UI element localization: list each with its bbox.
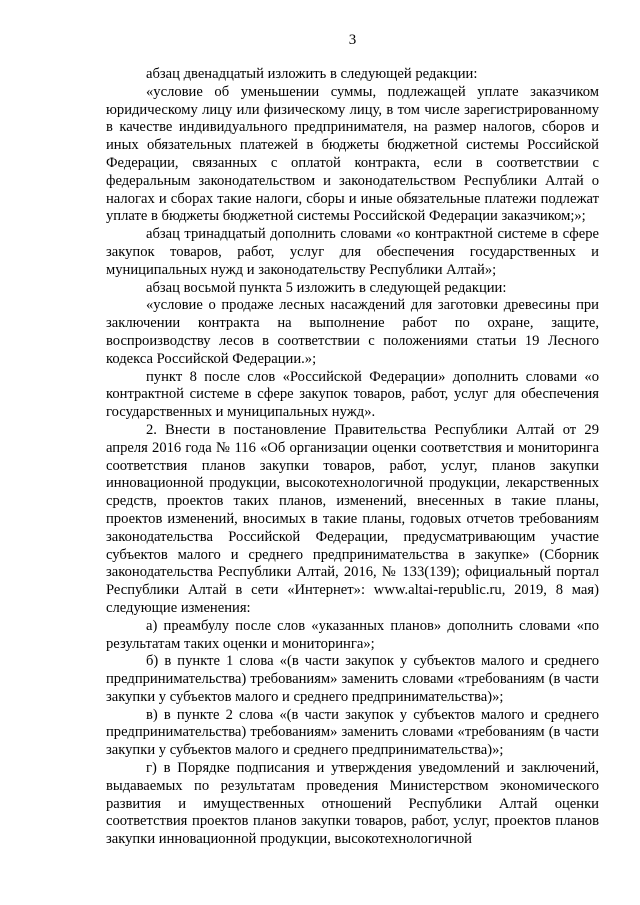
paragraph-item-v: в) в пункте 2 слова «(в части закупок у субъектов малого и среднего предпринимательства) требованиям» заменить словами «требованиям (в части закупки у субъектов малого и среднего предпринимательства)»; bbox=[106, 706, 599, 759]
paragraph-item-12-heading: абзац двенадцатый изложить в следующей редакции: bbox=[146, 66, 478, 82]
paragraph-forest-condition: «условие о продаже лесных насаждений для заготовки древесины при заключении контракта на выполнение работ по охране, защите, воспроизводству лесов в соответствии с положениями статьи 19 Лесного кодекса Российской Федерации.»; bbox=[106, 297, 599, 367]
paragraph-item-b: б) в пункте 1 слова «(в части закупок у субъектов малого и среднего предпринимательства) требованиям» заменить словами «требованиям (в части закупки у субъектов малого и среднего предпринимательства)»; bbox=[106, 653, 599, 705]
paragraph-section-2: 2. Внести в постановление Правительства Республики Алтай от 29 апреля 2016 года № 116 «Об организации оценки соответствия и мониторинга соответствия планов закупки товаров, работ, услуг, планов закупки инновационной продукции, высокотехнологичной продукции, лекарственных средств, проектов таких планов, изменений, внесенных в такие планы, проектов изменений, вносимых в такие планы, годовых отчетов требованиям законодательства Российской Федерации, предусматривающим участие субъектов малого и среднего предпринимательства в закупке» (Сборник законодательства Республики Алтай, 2016, № 133(139); официальный портал Республики Алтай в сети «Интернет»: www.altai-republic.ru, 2019, 8 мая) следующие изменения: bbox=[106, 421, 599, 616]
page-number: 3 bbox=[348, 32, 357, 48]
paragraph-tax-condition: «условие об уменьшении суммы, подлежащей уплате заказчиком юридическому лицу или физическому лицу, в том числе зарегистрированному в качестве индивидуального предпринимателя, на размер налогов, сборов и иных обязательных платежей в бюджеты бюджетной системы Российской Федерации, связанных с оплатой контракта, если в соответствии с федеральным законодательством и законодательством Республики Алтай о налогах и сборах такие налоги, сборы и иные обязательные платежи подлежат уплате в бюджеты бюджетной системы Российской Федерации заказчиком;»; bbox=[106, 83, 599, 225]
paragraph-point-8-addition: пункт 8 после слов «Российской Федерации» дополнить словами «о контрактной системе в сфере закупок товаров, работ, услуг для обеспечения государственных и муниципальных нужд». bbox=[106, 368, 599, 421]
paragraph-item-a: а) преамбулу после слов «указанных планов» дополнить словами «по результатам таких оценки и мониторинга»; bbox=[106, 617, 599, 652]
document-body bbox=[106, 66, 599, 849]
paragraph-item-g: г) в Порядке подписания и утверждения уведомлений и заключений, выдаваемых по результатам проведения Министерством экономического развития и имущественных отношений Республики Алтай оценки соответствия проектов планов закупки товаров, работ, услуг, проектов планов закупки инновационной продукции, высокотехнологичной bbox=[106, 760, 599, 848]
paragraph-item-5-heading: абзац восьмой пункта 5 изложить в следующей редакции: bbox=[146, 279, 507, 296]
paragraph-item-13-addition: абзац тринадцатый дополнить словами «о контрактной системе в сфере закупок товаров, работ, услуг для обеспечения государственных и муниципальных нужд и законодательству Республики Алтай»; bbox=[106, 226, 599, 278]
